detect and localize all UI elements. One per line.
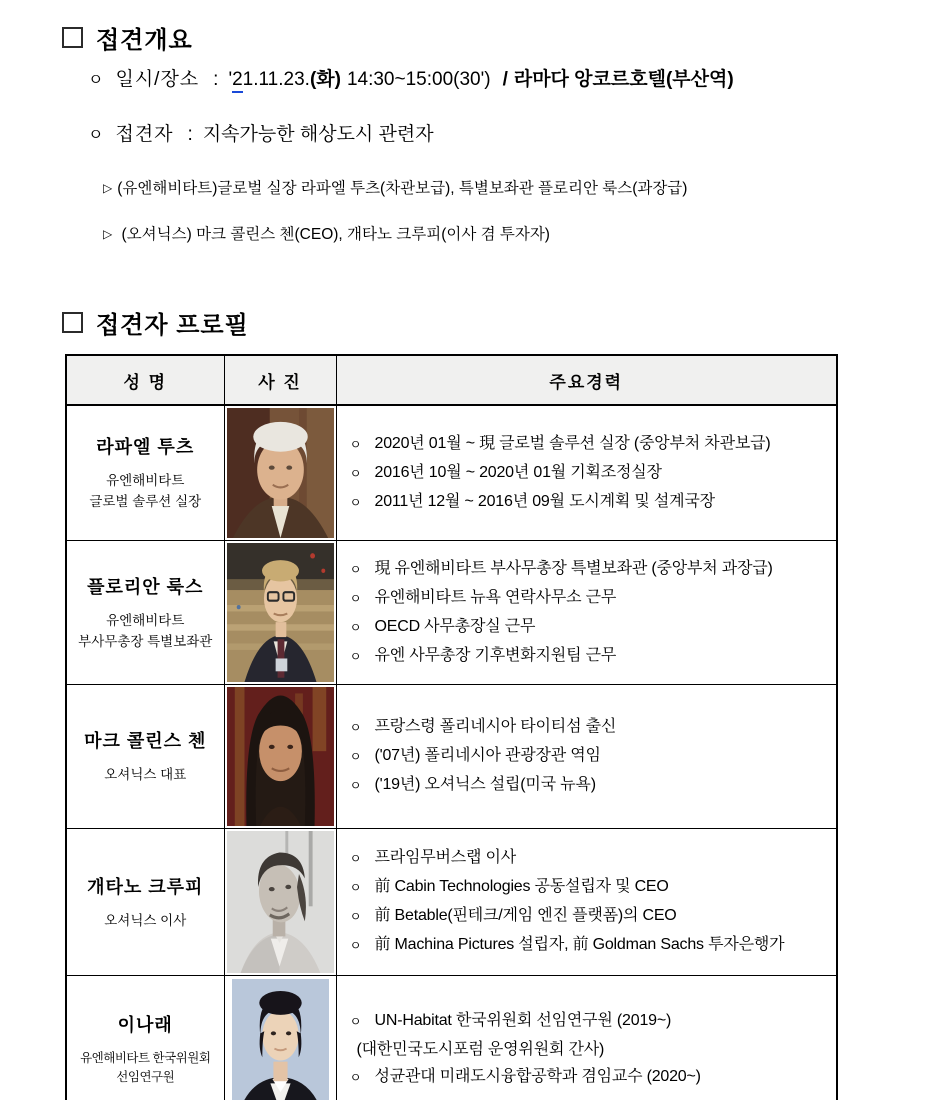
underlined-digit: 2 — [232, 69, 243, 93]
portrait-illustration — [227, 543, 334, 682]
person-affiliation: 유엔해비타트 글로벌 솔루션 실장 — [89, 473, 202, 509]
person-affiliation: 유엔해비타트 한국위원회 선임연구원 — [80, 1050, 211, 1084]
career-cell — [336, 685, 837, 829]
career-item: ㅇ 現 유엔해비타트 부사무총장 특별보좌관 (중앙부처 과장급) — [350, 555, 829, 584]
career-item: ㅇ 2016년 10월 ~ 2020년 01월 기획조정실장 — [350, 459, 829, 488]
portrait-photo — [232, 979, 329, 1100]
career-item-continuation: (대한민국도시포럼 운영위원회 간사) — [350, 1036, 829, 1063]
portrait-illustration — [227, 408, 334, 538]
item-bullet-icon: ㅇ — [349, 1014, 362, 1029]
person-affiliation: 오셔닉스 이사 — [104, 912, 187, 928]
person-name: 라파엘 투츠 — [96, 437, 195, 458]
career-item: ㅇ OECD 사무총장실 근무 — [350, 613, 829, 642]
person-name: 이나래 — [117, 1014, 173, 1035]
item-bullet-icon — [350, 1036, 357, 1063]
item-bullet-icon: ㅇ — [349, 881, 362, 895]
career-item: ㅇ 2011년 12월 ~ 2016년 09월 도시계획 및 설계국장 — [350, 488, 829, 517]
person-name: 플로리안 룩스 — [87, 576, 204, 597]
venue: 라마다 앙코르호텔(부산역) — [513, 69, 734, 90]
career-item: ㅇ 성균관대 미래도시융합공학과 겸임교수 (2020~) — [350, 1063, 829, 1092]
item-bullet-icon: ㅇ — [349, 721, 362, 735]
career-item: ㅇ 프라임무버스랩 이사 — [350, 844, 829, 873]
slash: / — [502, 69, 508, 90]
photo-cell — [224, 405, 336, 541]
career-item: ㅇ ('19년) 오셔닉스 설립(미국 뉴욕) — [350, 771, 829, 800]
section-title-profiles — [62, 305, 249, 340]
portrait-photo — [227, 831, 334, 973]
colon: : — [187, 124, 193, 145]
item-bullet-icon: ㅇ — [349, 649, 362, 664]
circle-bullet-icon: ㅇ — [88, 127, 104, 144]
time-range: 14:30~15:00(30') — [346, 69, 491, 90]
sub-item-text: (유엔해비타트)글로벌 실장 라파엘 투츠(차관보급), 특별보좌관 플로리안 룩스(과장급) — [117, 180, 688, 197]
name-cell — [66, 685, 224, 829]
date-rest: 1.11.23. — [242, 69, 310, 90]
photo-cell — [224, 829, 336, 976]
portrait-photo — [227, 687, 334, 826]
overview-title: 접견개요 — [96, 27, 193, 54]
career-item: ㅇ UN-Habitat 한국위원회 선임연구원 (2019~) — [350, 1007, 829, 1036]
name-cell — [66, 829, 224, 976]
career-item: ㅇ 프랑스령 폴리네시아 타이티섬 출신 — [350, 713, 829, 742]
portrait-photo — [227, 408, 334, 538]
item-bullet-icon: ㅇ — [349, 466, 362, 481]
colon: : — [213, 69, 219, 90]
career-cell — [336, 405, 837, 541]
item-bullet-icon: ㅇ — [349, 437, 362, 452]
photo-cell — [224, 976, 336, 1100]
career-cell — [336, 976, 837, 1100]
header-name: 성 명 — [66, 355, 224, 405]
sub-item-text: (오셔닉스) 마크 콜린스 첸(CEO), 개타노 크루피(이사 겸 투자자) — [121, 226, 550, 243]
sub-item-oceanix — [103, 222, 550, 244]
table-row — [66, 405, 837, 541]
table-row — [66, 541, 837, 685]
triangle-bullet-icon: ▷ — [103, 181, 113, 195]
checkbox-icon — [62, 312, 83, 333]
item-bullet-icon: ㅇ — [349, 779, 362, 793]
section-title-overview — [62, 20, 193, 55]
apostrophe: ' — [228, 69, 233, 90]
portrait-photo — [227, 543, 334, 682]
profiles-title: 접견자 프로필 — [96, 312, 249, 339]
portrait-illustration — [232, 979, 329, 1100]
header-photo: 사 진 — [224, 355, 336, 405]
career-cell — [336, 541, 837, 685]
portrait-illustration — [227, 687, 334, 826]
name-cell — [66, 976, 224, 1100]
checkbox-icon — [62, 27, 83, 48]
item-bullet-icon: ㅇ — [349, 562, 362, 577]
career-item: ㅇ 유엔 사무총장 기후변화지원팀 근무 — [350, 642, 829, 671]
career-item: ㅇ 前 Machina Pictures 설립자, 前 Goldman Sachs 투자은행가 — [350, 931, 829, 960]
name-cell — [66, 405, 224, 541]
datetime-line — [88, 64, 734, 91]
photo-cell — [224, 685, 336, 829]
person-name: 개타노 크루피 — [87, 876, 204, 897]
photo-cell — [224, 541, 336, 685]
person-affiliation: 유엔해비타트 부사무총장 특별보좌관 — [78, 612, 213, 649]
name-cell — [66, 541, 224, 685]
person-affiliation: 오셔닉스 대표 — [104, 767, 187, 783]
table-row — [66, 685, 837, 829]
career-item: ㅇ ('07년) 폴리네시아 관광장관 역임 — [350, 742, 829, 771]
portrait-illustration — [227, 831, 334, 973]
person-name: 마크 콜린스 첸 — [84, 731, 207, 752]
career-cell — [336, 829, 837, 976]
header-career: 주요경력 — [336, 355, 837, 405]
table-row — [66, 976, 837, 1100]
item-bullet-icon: ㅇ — [349, 1070, 362, 1085]
career-item: ㅇ 前 Cabin Technologies 공동설립자 및 CEO — [350, 873, 829, 902]
item-bullet-icon: ㅇ — [349, 939, 362, 953]
circle-bullet-icon: ㅇ — [88, 72, 104, 89]
item-bullet-icon: ㅇ — [349, 591, 362, 606]
attendee-line — [88, 119, 434, 146]
item-bullet-icon: ㅇ — [349, 620, 362, 635]
triangle-bullet-icon: ▷ — [103, 227, 113, 241]
table-row — [66, 829, 837, 976]
item-bullet-icon: ㅇ — [349, 750, 362, 764]
item-bullet-icon: ㅇ — [349, 495, 362, 510]
career-item: ㅇ 前 Betable(핀테크/게임 엔진 플랫폼)의 CEO — [350, 902, 829, 931]
sub-item-unhabitat — [103, 176, 687, 198]
item-bullet-icon: ㅇ — [349, 852, 362, 866]
career-item: ㅇ 유엔해비타트 뉴욕 연락사무소 근무 — [350, 584, 829, 613]
weekday: (화) — [309, 69, 341, 90]
career-item: ㅇ 2020년 01월 ~ 現 글로벌 솔루션 실장 (중앙부처 차관보급) — [350, 430, 829, 459]
item-bullet-icon: ㅇ — [349, 910, 362, 924]
attendee-label: 접견자 — [115, 124, 174, 145]
datetime-label: 일시/장소 — [115, 69, 200, 90]
attendee-text: 지속가능한 해상도시 관련자 — [202, 124, 434, 145]
profile-table — [65, 354, 838, 1100]
table-header-row — [66, 355, 837, 405]
